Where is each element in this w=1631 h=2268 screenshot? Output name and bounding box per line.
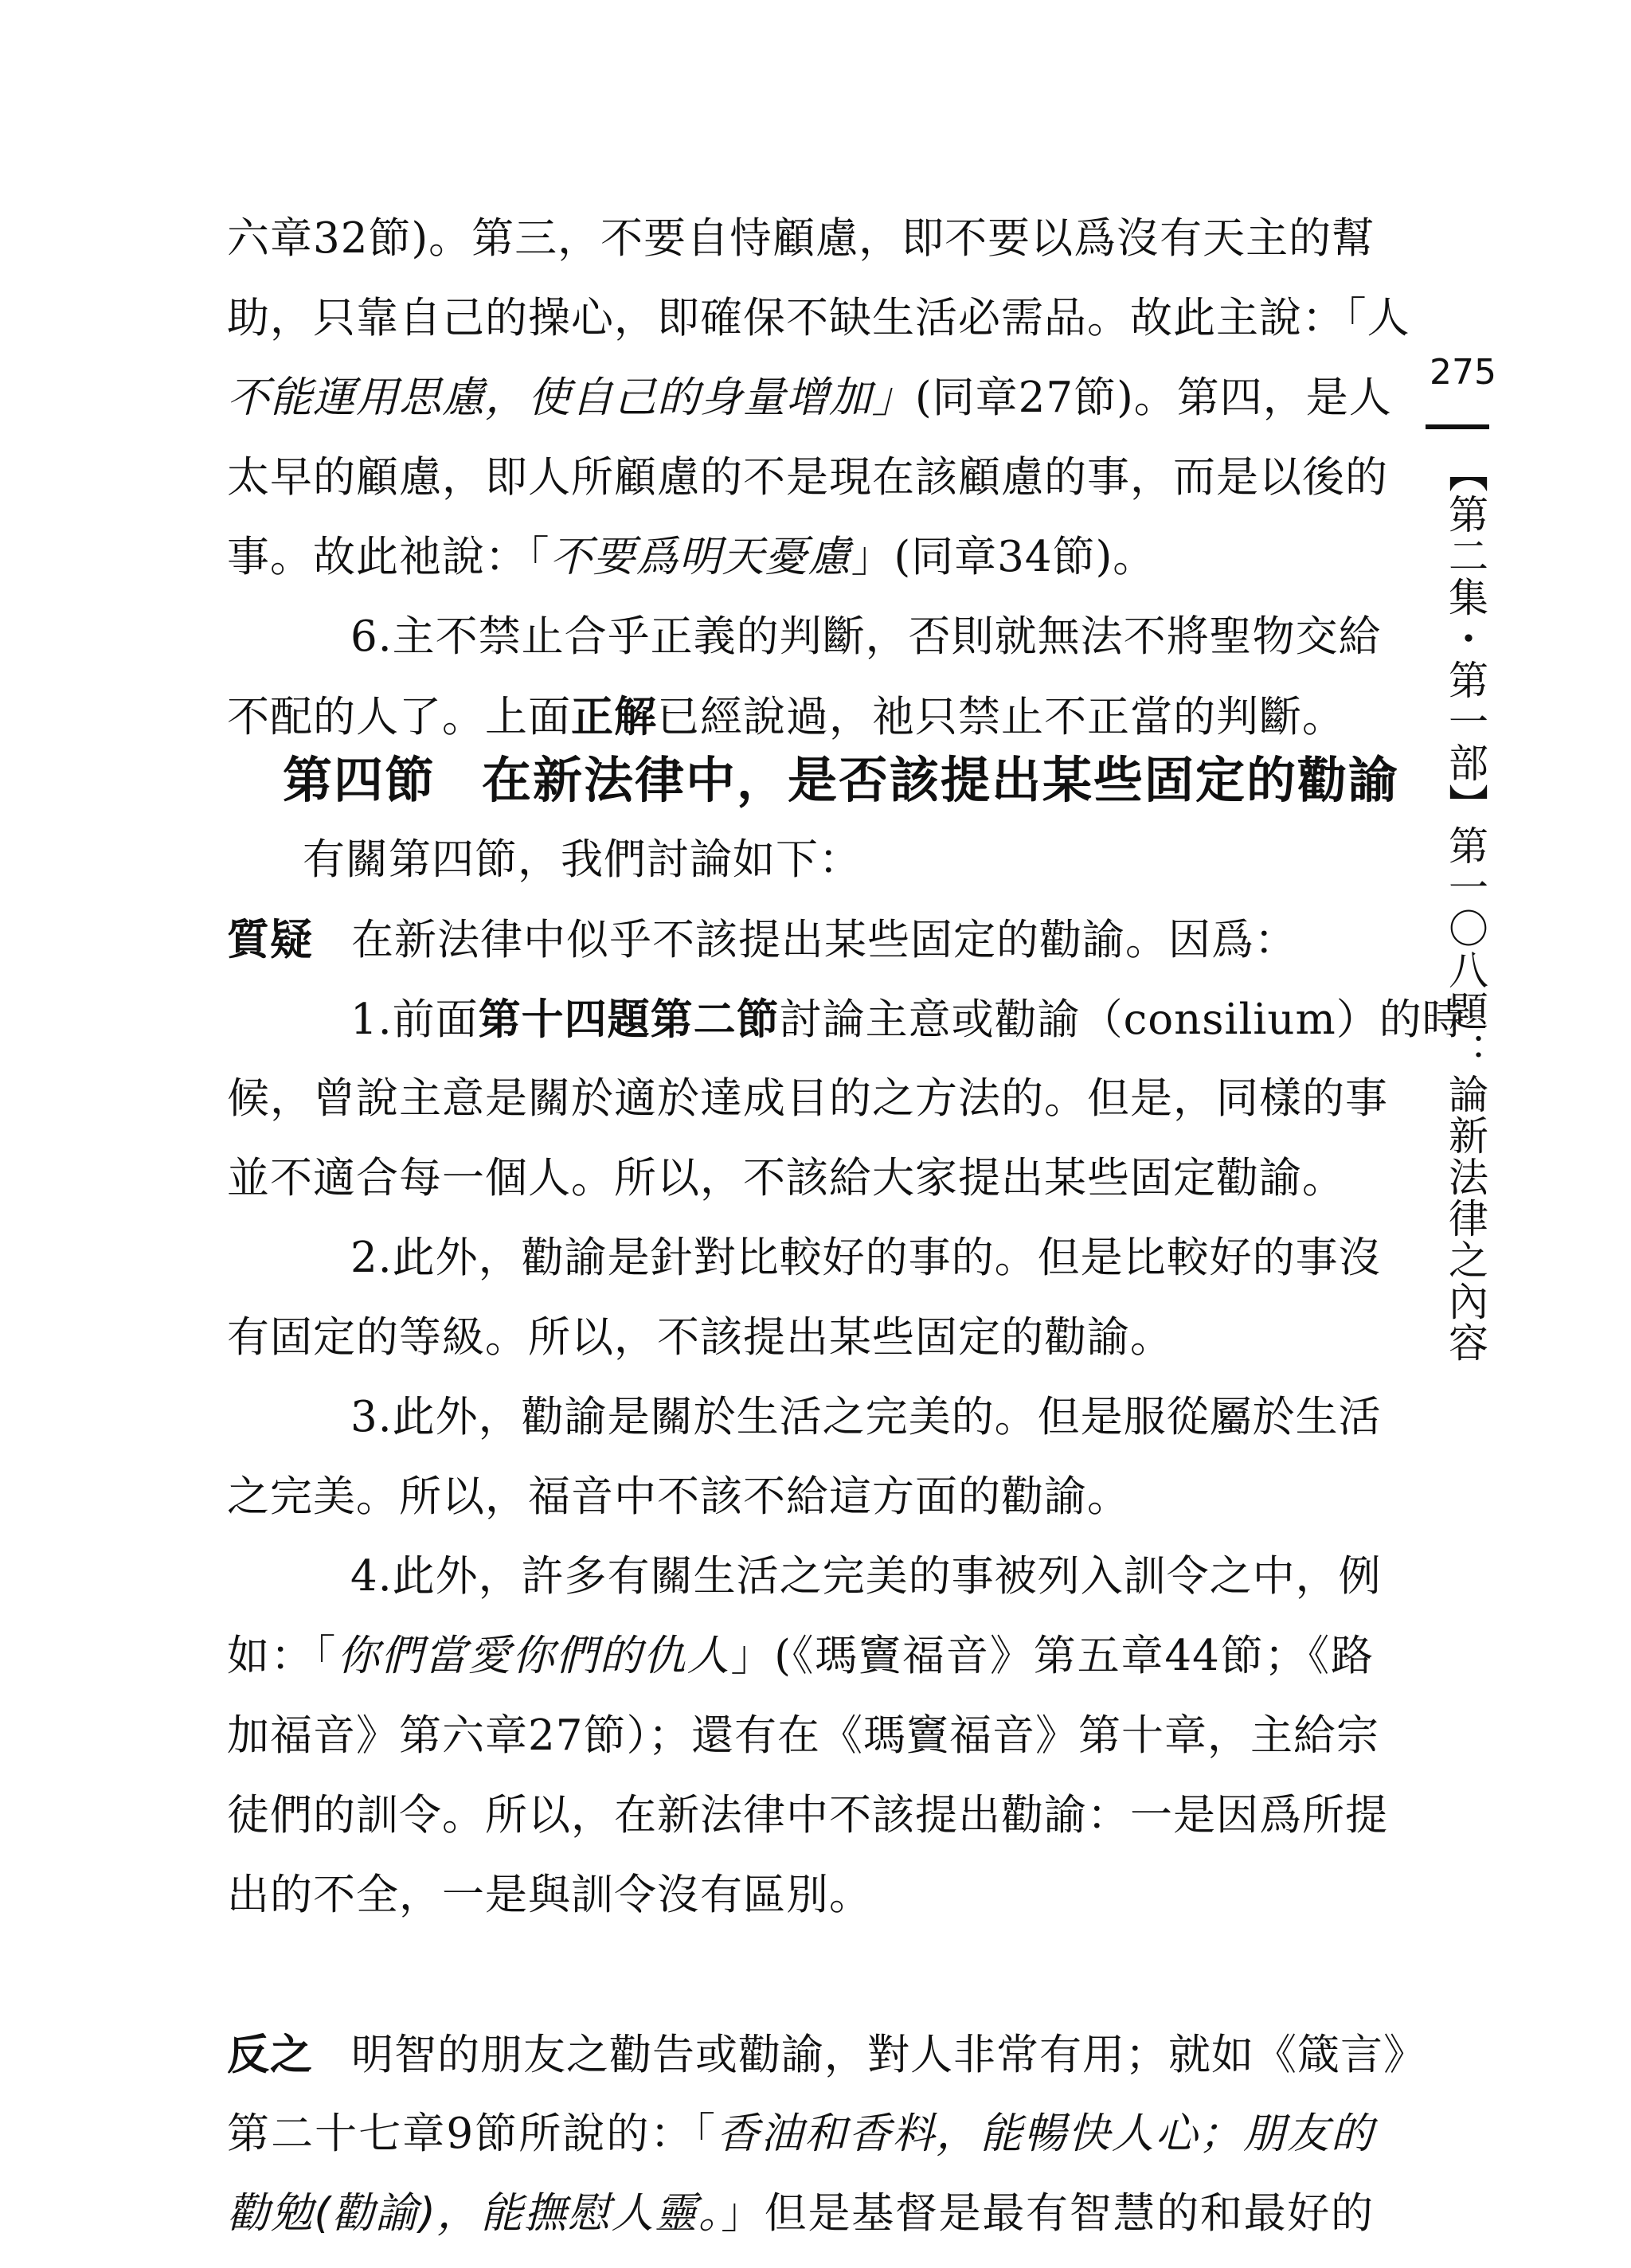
quote-text: 香油和香料，能暢快人心；朋友的 [717, 2110, 1374, 2158]
text-span: 1.前面 [350, 995, 479, 1044]
text-line: 加福音》第六章27節）；還有在《瑪竇福音》第十章，主給宗 [227, 1711, 1379, 1760]
text-span: 不配的人了。上面 [227, 693, 571, 741]
running-head: 【第二集・第一部】第一〇八題：論新法律之內容 [1442, 452, 1488, 1363]
text-line: 3.此外，勸諭是關於生活之完美的。但是服從屬於生活 [350, 1393, 1382, 1441]
cross-reference: 第十四題第二節 [478, 995, 780, 1044]
contra-line [227, 2015, 1426, 2094]
cross-reference: 正解 [571, 692, 657, 741]
text-line [227, 358, 1392, 438]
objection-line [227, 900, 1374, 980]
text-span: 已經說過，祂只禁止不正當的判斷。 [657, 693, 1345, 741]
text-span: 」(同章34節)。 [851, 533, 1156, 581]
quote-text: 勸勉(勸諭)，能撫慰人靈。 [227, 2189, 722, 2238]
text-span: 如：「 [227, 1632, 338, 1680]
text-span: (同章27節)。第四，是人 [915, 373, 1392, 422]
text-line: 4.此外，許多有關生活之完美的事被列入訓令之中，例 [350, 1552, 1382, 1601]
text-line: 太早的顧慮，即人所顧慮的不是現在該顧慮的事，而是以後的 [227, 453, 1388, 502]
text-line [227, 1617, 1374, 1696]
header-rule [1426, 424, 1489, 429]
text-line: 6.主不禁止合乎正義的判斷，否則就無法不將聖物交給 [350, 612, 1382, 661]
text-line: 2.此外，勸諭是針對比較好的事的。但是比較好的事沒 [350, 1234, 1382, 1282]
text-line: 助，只靠自己的操心，即確保不缺生活必需品。故此主說：「人 [227, 294, 1410, 342]
objection-text: 在新法律中似乎不該提出某些固定的勸諭。因爲： [351, 916, 1297, 964]
quote-text: 不要爲明天憂慮 [550, 533, 851, 581]
text-line: 候，曾說主意是關於適於達成目的之方法的。但是，同樣的事 [227, 1074, 1388, 1123]
text-line: 有固定的等級。所以，不該提出某些固定的勸諭。 [227, 1313, 1173, 1362]
contra-label: 反之 [227, 2030, 313, 2079]
text-line: 之完美。所以，福音中不該不給這方面的勸諭。 [227, 1472, 1130, 1521]
text-span: 第二十七章9節所說的：「 [227, 2110, 718, 2158]
quote-text: 不能運用思慮，使自己的身量增加」 [227, 373, 915, 422]
text-span: 」但是基督是最有智慧的和最好的 [721, 2189, 1375, 2238]
section-heading [283, 741, 1400, 820]
text-span: 討論主意或勸諭（consilium）的時 [779, 995, 1465, 1044]
section-title-text: 在新法律中，是否該提出某些固定的勸諭 [482, 751, 1400, 809]
text-line: 並不適合每一個人。所以，不該給大家提出某些固定勸諭。 [227, 1154, 1345, 1202]
intro-line: 有關第四節，我們討論如下： [303, 835, 862, 884]
text-line: 六章32節)。第三，不要自恃顧慮，即不要以爲沒有天主的幫 [227, 214, 1375, 263]
text-line [227, 2094, 1374, 2174]
text-span: 事。故此祂說：「 [227, 533, 550, 581]
text-line: 出的不全，一是與訓令沒有區別。 [227, 1871, 872, 1919]
quote-text: 你們當愛你們的仇人 [337, 1632, 731, 1680]
text-span: 」(《瑪竇福音》第五章44節；《路 [730, 1632, 1375, 1680]
text-line [227, 2174, 1374, 2254]
objection-label: 質疑 [227, 915, 313, 964]
text-line: 徒們的訓令。所以，在新法律中不該提出勸諭：一是因爲所提 [227, 1791, 1388, 1840]
contra-text: 明智的朋友之勸告或勸諭，對人非常有用；就如《箴言》 [351, 2031, 1426, 2079]
page-number: 275 [1430, 352, 1496, 393]
section-number: 第四節 [283, 751, 436, 809]
text-line [227, 518, 1374, 597]
text-line [350, 980, 1465, 1059]
